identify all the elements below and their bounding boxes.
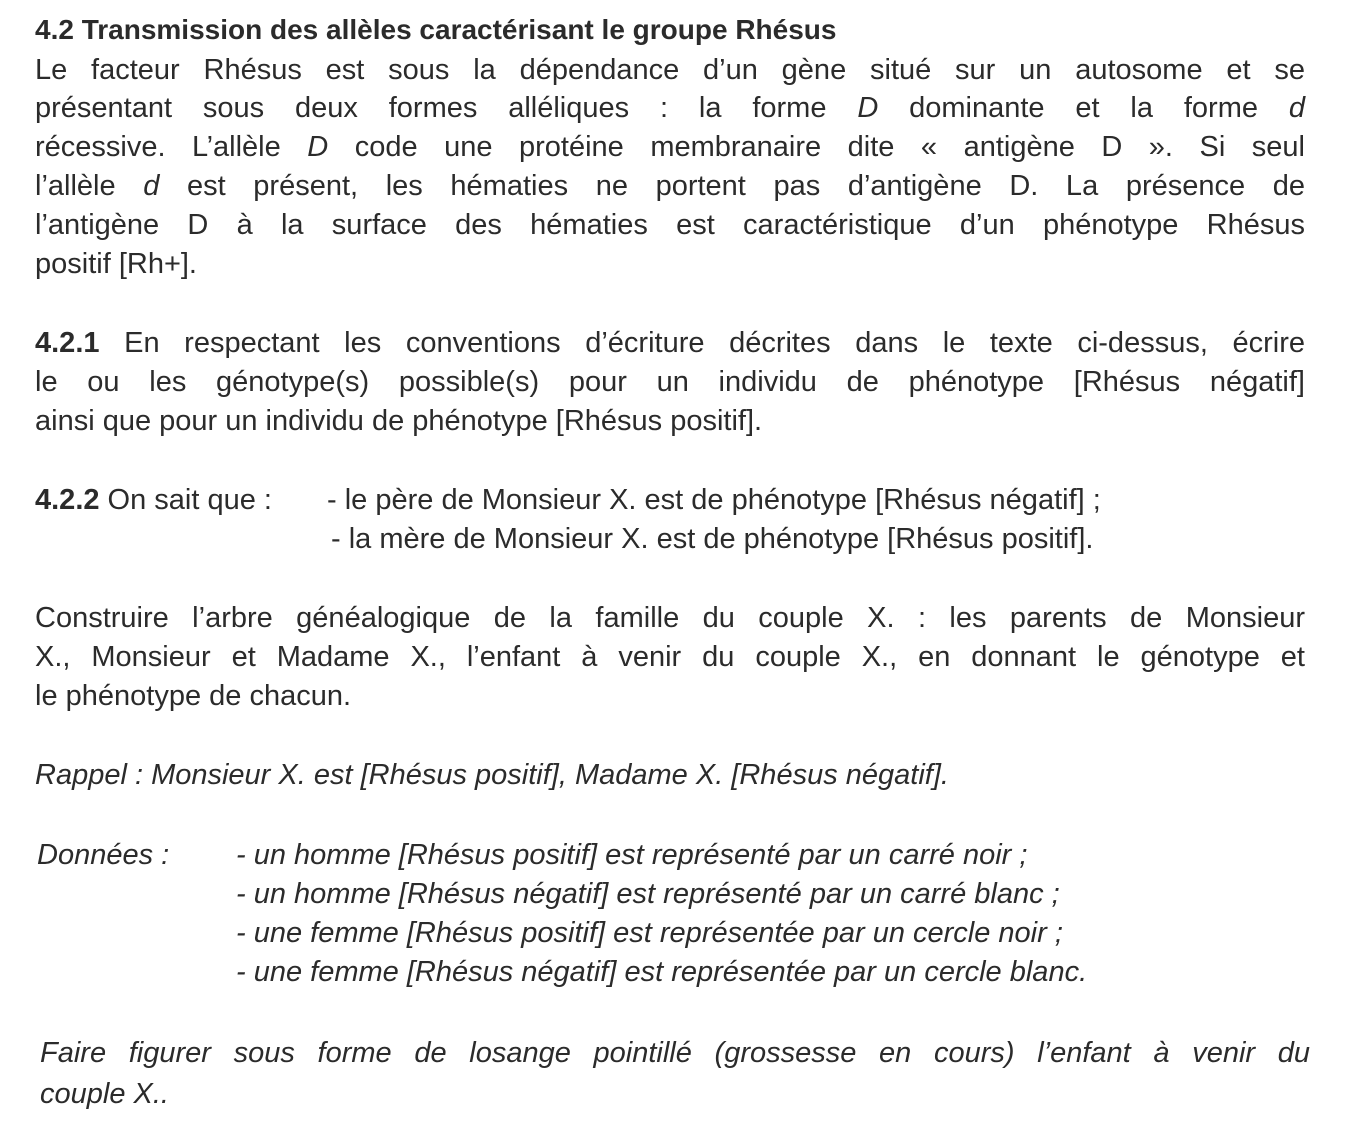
intro-line-4: l’allèle d est présent, les hématies ne portent pas d’antigène D. La présence de (35, 170, 1305, 202)
rappel-line: Rappel : Monsieur X. est [Rhésus positif], Madame X. [Rhésus négatif]. (35, 759, 949, 791)
faire-line-1: Faire figurer sous forme de losange pointillé (grossesse en cours) l’enfant à venir du (40, 1037, 1310, 1069)
donnees-item-3: - une femme [Rhésus positif] est représentée par un cercle noir ; (236, 917, 1063, 949)
construct-line-2: X., Monsieur et Madame X., l’enfant à venir du couple X., en donnant le génotype et (35, 641, 1305, 673)
construct-line-1: Construire l’arbre généalogique de la famille du couple X. : les parents de Monsieur (35, 602, 1305, 634)
section-title: 4.2 Transmission des allèles caractérisant le groupe Rhésus (35, 14, 837, 45)
intro-line-3: récessive. L’allèle D code une protéine membranaire dite « antigène D ». Si seul (35, 131, 1305, 163)
construct-line-3: le phénotype de chacun. (35, 680, 352, 712)
donnees-item-2: - un homme [Rhésus négatif] est représenté par un carré blanc ; (236, 878, 1060, 910)
question-421-line-1: 4.2.1 En respectant les conventions d’écriture décrites dans le texte ci-dessus, écrire (35, 327, 1305, 359)
intro-line-1: Le facteur Rhésus est sous la dépendance d’un gène situé sur un autosome et se (35, 54, 1305, 86)
question-421-line-3: ainsi que pour un individu de phénotype [Rhésus positif]. (35, 405, 763, 437)
question-422-item-1: - le père de Monsieur X. est de phénotype [Rhésus négatif] ; (327, 484, 1101, 516)
question-number: 4.2.1 (35, 327, 100, 359)
intro-line-6: positif [Rh+]. (35, 248, 197, 280)
faire-line-2: couple X.. (40, 1078, 169, 1110)
intro-line-5: l’antigène D à la surface des hématies est caractéristique d’un phénotype Rhésus (35, 209, 1305, 241)
donnees-item-4: - une femme [Rhésus négatif] est représentée par un cercle blanc. (236, 956, 1088, 988)
question-422-lead: 4.2.2 On sait que : (35, 484, 272, 516)
question-422-item-2: - la mère de Monsieur X. est de phénotype [Rhésus positif]. (331, 523, 1094, 555)
intro-line-2: présentant sous deux formes alléliques : la forme D dominante et la forme d (35, 92, 1305, 124)
donnees-label: Données : (37, 839, 170, 871)
question-number: 4.2.2 (35, 484, 100, 516)
question-421-line-2: le ou les génotype(s) possible(s) pour un individu de phénotype [Rhésus négatif] (35, 366, 1305, 398)
donnees-item-1: - un homme [Rhésus positif] est représenté par un carré noir ; (236, 839, 1028, 871)
